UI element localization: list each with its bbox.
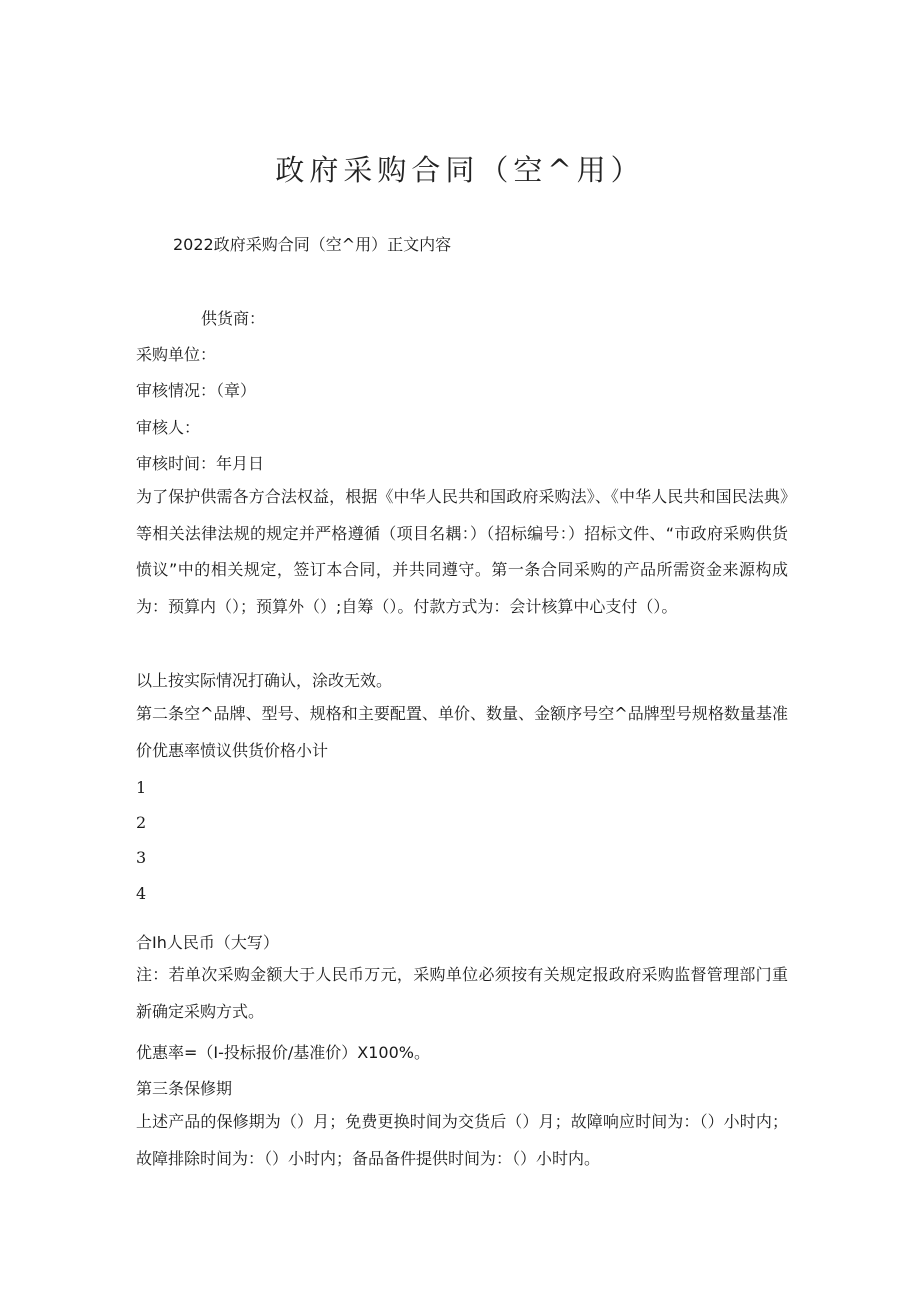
purchaser-field: 采购单位： (136, 345, 217, 364)
intro-paragraph: 为了保护供需各方合法权益，根据《中华人民共和国政府采购法》、《中华人民共和国民法典》等相关法律法规的规定并严格遵循（项目名耦：）（招标编号：）招标文件、“市政府采购供货愤议”中的相关规定，签订本合同，并共同遵守。第一条合同采购的产品所需资金来源构成为：预算内（）；预算外（）;自筹（）。付款方式为：会计核算中心支付（）。 (136, 487, 788, 616)
table-row-number: 2 (136, 813, 147, 832)
document-title: 政府采购合同（空^用） (275, 153, 645, 187)
warranty-paragraph: 上述产品的保修期为（）月；免费更换时间为交货后（）月；故障响应时间为：（）小时内；故障排除时间为：（）小时内；备品备件提供时间为：（）小时内。 (136, 1112, 788, 1168)
table-row-number: 3 (136, 848, 147, 867)
review-status-field: 审核情况：（章） (136, 381, 257, 400)
table-row-number: 1 (136, 778, 147, 797)
note-paragraph: 注：若单次采购金额大于人民币万元，采购单位必须按有关规定报政府采购监督管理部门重新确定采购方式。 (136, 965, 788, 1021)
reviewer-field: 审核人： (136, 418, 201, 437)
review-time-field: 审核时间：年月日 (136, 454, 265, 473)
confirm-note: 以上按实际情况打确认，涂改无效。 (136, 671, 393, 690)
total-amount-line: 合Ih人民币（大写） (136, 933, 279, 952)
document-subtitle: 2022政府采购合同（空^用）正文内容 (173, 235, 452, 254)
supplier-field: 供货商： (201, 309, 266, 328)
article-three-heading: 第三条保修期 (136, 1079, 233, 1098)
discount-formula: 优惠率=（I-投标报价/基准价）X100%。 (136, 1043, 430, 1062)
article-two-paragraph: 第二条空^品牌、型号、规格和主要配置、单价、数量、金额序号空^品牌型号规格数量基准价优惠率愤议供货价格小计 (136, 704, 788, 760)
table-row-number: 4 (136, 884, 147, 903)
